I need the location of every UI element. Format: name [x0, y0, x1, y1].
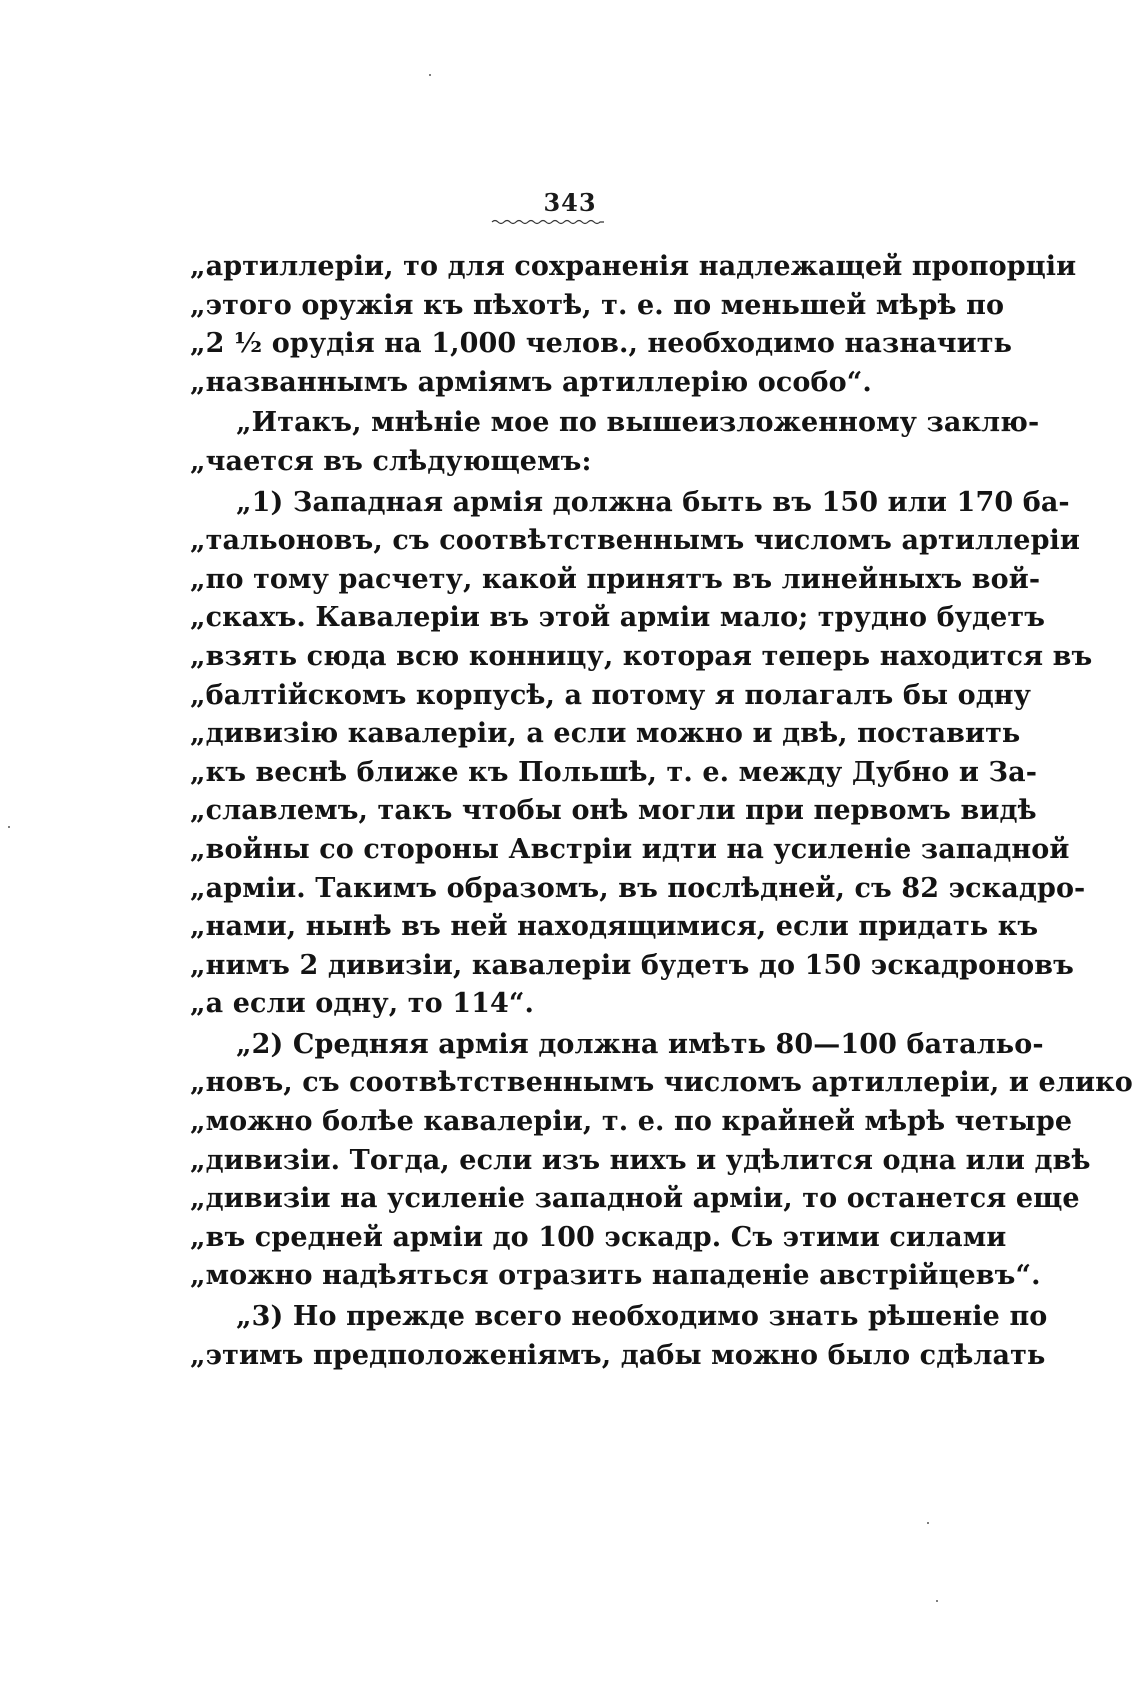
- text-line: „можно надѣяться отразить нападеніе австрійцевъ“.: [190, 1260, 1041, 1292]
- text-line: „Итакъ, мнѣніе мое по вышеизложенному заклю-: [236, 407, 1040, 439]
- body-text: [190, 248, 1133, 1375]
- text-line: „взять сюда всю конницу, которая теперь находится въ: [190, 640, 1093, 672]
- text-line: „этого оружія къ пѣхотѣ, т. е. по меньшей мѣрѣ по: [190, 289, 1005, 321]
- text-line: „дивизію кавалеріи, а если можно и двѣ, поставить: [190, 718, 1021, 750]
- text-line: „названнымъ арміямъ артиллерію особо“.: [190, 366, 872, 398]
- text-line: „а если одну, то 114“.: [190, 988, 534, 1020]
- dust-speck: [429, 74, 431, 76]
- dust-speck: [927, 1522, 929, 1524]
- text-line: „новъ, съ соотвѣтственнымъ числомъ артиллеріи, и елико: [190, 1067, 1133, 1099]
- text-line: „славлемъ, такъ чтобы онѣ могли при первомъ видѣ: [190, 795, 1037, 827]
- dust-speck: [936, 1600, 938, 1602]
- text-line: „войны со стороны Австріи идти на усиленіе западной: [190, 833, 1070, 865]
- text-line: „арміи. Такимъ образомъ, въ послѣдней, съ 82 эскадро-: [190, 872, 1086, 904]
- text-line: „къ веснѣ ближе къ Польшѣ, т. е. между Дубно и За-: [190, 756, 1038, 788]
- text-line: „въ средней арміи до 100 эскадр. Съ этими силами: [190, 1221, 1007, 1253]
- text-line: „дивизіи. Тогда, если изъ нихъ и удѣлится одна или двѣ: [190, 1144, 1091, 1176]
- text-line: „балтійскомъ корпусѣ, а потому я полагалъ бы одну: [190, 679, 1032, 711]
- page-number: 343: [543, 188, 597, 217]
- text-line: „тальоновъ, съ соотвѣтственнымъ числомъ артиллеріи: [190, 525, 1081, 557]
- text-line: „можно болѣе кавалеріи, т. е. по крайней мѣрѣ четыре: [190, 1106, 1073, 1138]
- text-line: „1) Западная армія должна быть въ 150 или 170 ба-: [236, 486, 1070, 518]
- text-line: „нимъ 2 дивизіи, кавалеріи будетъ до 150 эскадроновъ: [190, 949, 1074, 981]
- text-line: „2) Средняя армія должна имѣть 80—100 батальо-: [236, 1028, 1044, 1060]
- text-line: „2 ½ орудія на 1,000 челов., необходимо назначить: [190, 328, 1013, 360]
- text-line: „3) Но прежде всего необходимо знать рѣшеніе по: [236, 1301, 1048, 1333]
- text-line: „чается въ слѣдующемъ:: [190, 445, 592, 477]
- page-number-ornament: [492, 218, 604, 226]
- dust-speck: [8, 826, 10, 828]
- text-line: „по тому расчету, какой принятъ въ линейныхъ вой-: [190, 563, 1041, 595]
- text-line: „скахъ. Кавалеріи въ этой арміи мало; трудно будетъ: [190, 602, 1046, 634]
- text-line: „артиллеріи, то для сохраненія надлежащей пропорціи: [190, 251, 1077, 282]
- text-line: „дивизіи на усиленіе западной арміи, то останется еще: [190, 1183, 1080, 1215]
- text-line: „этимъ предположеніямъ, дабы можно было сдѣлать: [190, 1339, 1046, 1371]
- text-line: „нами, нынѣ въ ней находящимися, если придать къ: [190, 911, 1039, 943]
